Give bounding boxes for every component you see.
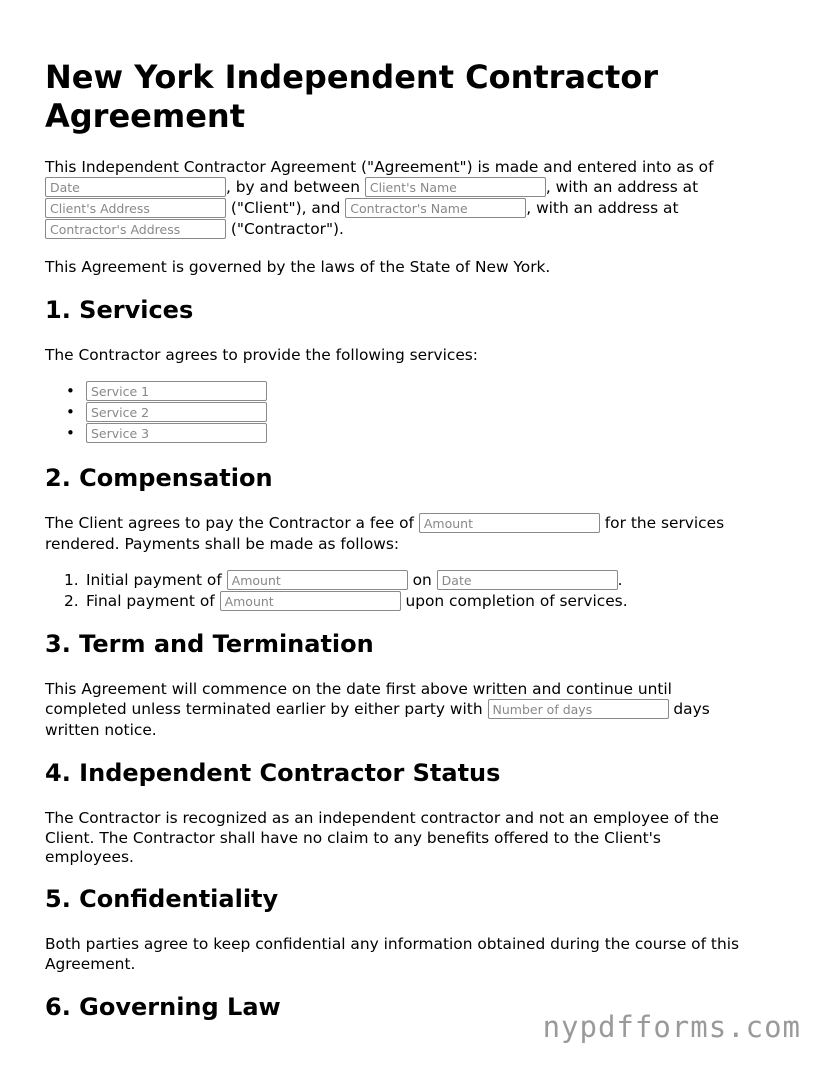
intro-text-3: , with an address at: [545, 178, 699, 196]
bullet: •: [66, 424, 75, 442]
status-text-2: Client. The Contractor shall have no claim to any benefits offered to the Client's: [45, 829, 661, 847]
service-3-field[interactable]: [86, 423, 267, 443]
list-item: [66, 402, 267, 423]
intro-line-3: [45, 198, 785, 218]
status-text-3: employees.: [45, 848, 134, 866]
intro-text-1: This Independent Contractor Agreement ("Agreement") is made and entered into as of: [45, 158, 714, 176]
intro-line-2: [45, 177, 785, 197]
list-item: [64, 570, 628, 591]
watermark: nypdfforms.com: [542, 1010, 801, 1044]
notice-days-field[interactable]: [488, 699, 669, 719]
compensation-line-1: [45, 513, 785, 533]
fee-amount-field[interactable]: [419, 513, 600, 533]
list-number: 1.: [64, 571, 79, 589]
services-heading: 1. Services: [45, 296, 194, 324]
term-text-1: This Agreement will commence on the date first above written and continue until: [45, 680, 672, 698]
compensation-text-3: rendered. Payments shall be made as follows:: [45, 535, 400, 553]
contractor-name-field[interactable]: [345, 198, 526, 218]
intro-line-1: [45, 157, 785, 177]
governed-text: This Agreement is governed by the laws of the State of New York.: [45, 258, 551, 276]
compensation-text-1: The Client agrees to pay the Contractor a fee of: [45, 514, 414, 532]
confidentiality-text-2: Agreement.: [45, 955, 136, 973]
final-amount-field[interactable]: [220, 591, 401, 611]
intro-text-5: , with an address at: [526, 199, 679, 217]
service-1-field[interactable]: [86, 381, 267, 401]
initial-amount-field[interactable]: [227, 570, 408, 590]
confidentiality-text-1: Both parties agree to keep confidential any information obtained during the course of this: [45, 935, 739, 953]
list-item: [66, 423, 267, 444]
date-field[interactable]: [45, 177, 226, 197]
services-list: [66, 381, 267, 444]
compensation-heading: 2. Compensation: [45, 464, 273, 492]
term-text-4: written notice.: [45, 721, 157, 739]
intro-text-2: , by and between: [226, 178, 360, 196]
page-title: New York Independent Contractor Agreement: [45, 58, 659, 135]
governing-law-heading: 6. Governing Law: [45, 993, 281, 1021]
final-payment-text: upon completion of services.: [405, 592, 628, 610]
list-item: [64, 591, 628, 612]
status-text-1: The Contractor is recognized as an independent contractor and not an employee of the: [45, 809, 719, 827]
services-text: The Contractor agrees to provide the following services:: [45, 346, 478, 364]
term-text-3: days: [673, 700, 710, 718]
confidentiality-heading: 5. Confidentiality: [45, 885, 279, 913]
initial-payment-label: Initial payment of: [86, 571, 222, 589]
intro-line-4: [45, 219, 785, 239]
service-2-field[interactable]: [86, 402, 267, 422]
final-payment-label: Final payment of: [86, 592, 215, 610]
intro-text-4: ("Client"), and: [230, 199, 341, 217]
client-address-field[interactable]: [45, 198, 226, 218]
payment-list: [64, 570, 628, 612]
intro-text-6: ("Contractor").: [230, 220, 344, 238]
list-item: [66, 381, 267, 402]
list-number: 2.: [64, 592, 79, 610]
term-text-2: completed unless terminated earlier by either party with: [45, 700, 483, 718]
term-heading: 3. Term and Termination: [45, 630, 374, 658]
bullet: •: [66, 403, 75, 421]
term-line-2: [45, 699, 785, 719]
compensation-text-2: for the services: [604, 514, 725, 532]
status-heading: 4. Independent Contractor Status: [45, 759, 501, 787]
period: .: [617, 571, 623, 589]
initial-date-field[interactable]: [437, 570, 618, 590]
contractor-address-field[interactable]: [45, 219, 226, 239]
bullet: •: [66, 382, 75, 400]
on-label: on: [412, 571, 432, 589]
client-name-field[interactable]: [365, 177, 546, 197]
